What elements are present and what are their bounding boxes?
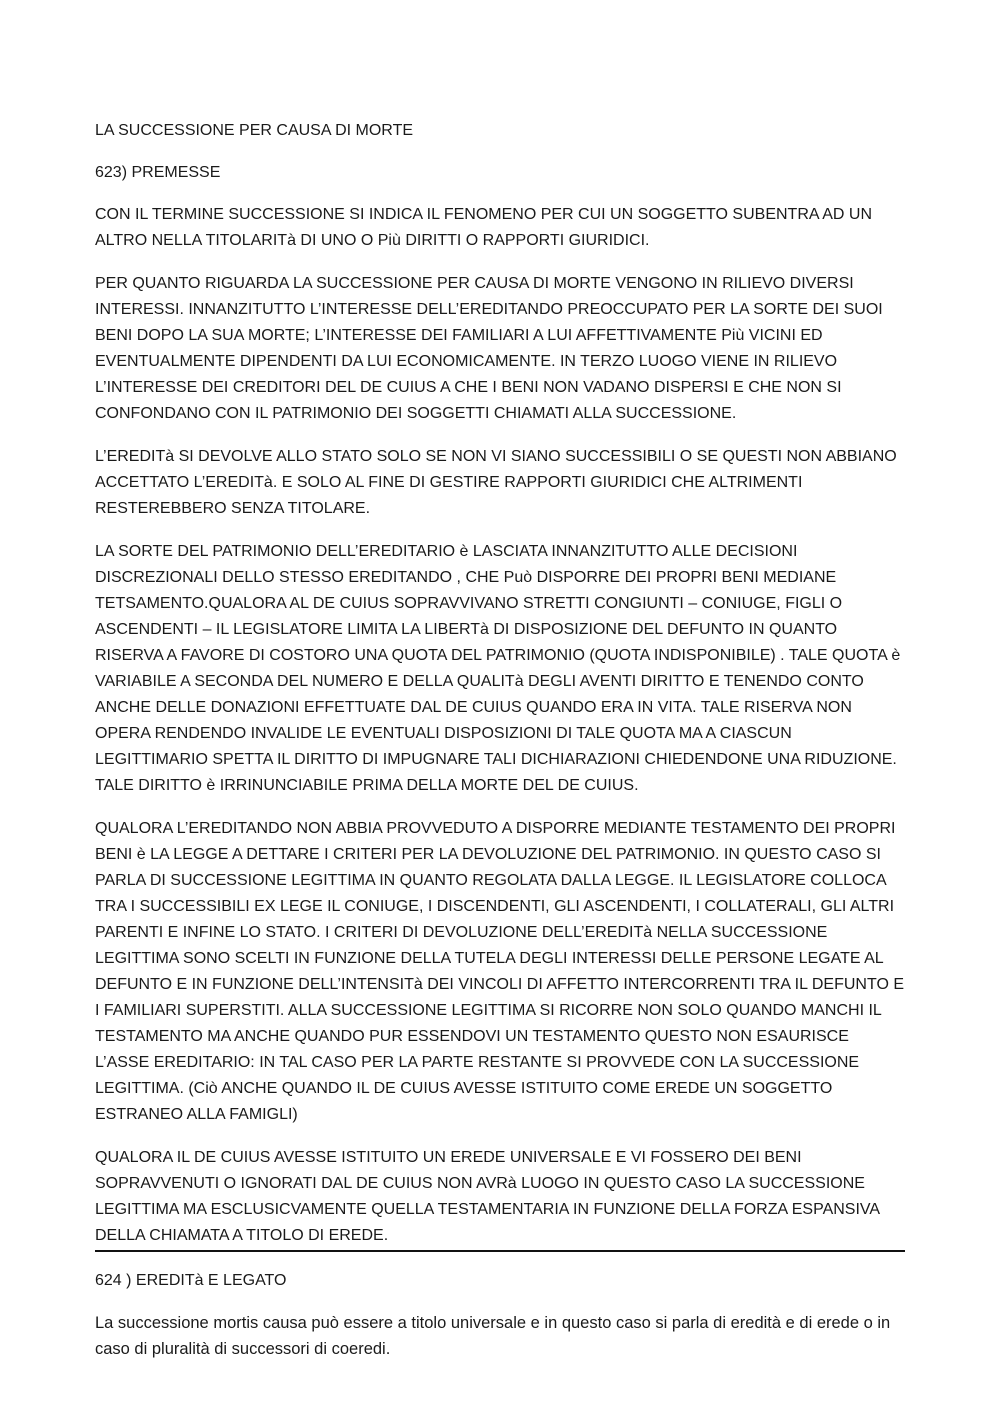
paragraph-successione-mortis-causa: La successione mortis causa può essere a titolo universale e in questo caso si parla di eredità e di erede o in caso di pluralità di successori di coeredi. [95,1314,891,1358]
section-heading-eredita-legato: 624 ) EREDITà E LEGATO [95,1272,287,1289]
document-page [95,118,905,1379]
paragraph-definizione-successione: CON IL TERMINE SUCCESSIONE SI INDICA IL FENOMENO PER CUI UN SOGGETTO SUBENTRA AD UN ALTRO NELLA TITOLARITà DI UNO O Più DIRITTI O RAPPORTI GIURIDICI. [95,206,873,249]
section-heading-premesse: 623) PREMESSE [95,164,221,181]
paragraph-eredita-stato: L’EREDITà SI DEVOLVE ALLO STATO SOLO SE NON VI SIANO SUCCESSIBILI O SE QUESTI NON ABBIANO ACCETTATO L’EREDITà. E SOLO AL FINE DI GESTIRE RAPPORTI GIURIDICI CHE ALTRIMENTI RESTEREBBERO SENZA TITOLARE. [95,448,897,517]
paragraph-erede-universale: QUALORA IL DE CUIUS AVESSE ISTITUITO UN EREDE UNIVERSALE E VI FOSSERO DEI BENI SOPRAVVENUTI O IGNORATI DAL DE CUIUS NON AVRà LUOGO IN QUESTO CASO LA SUCCESSIONE LEGITTIMA MA ESCLUSICVAMENTE QUELLA TESTAMENTARIA IN FUNZIONE DELLA FORZA ESPANSIVA DELLA CHIAMATA A TITOLO DI EREDE. [95,1149,880,1244]
document-title: LA SUCCESSIONE PER CAUSA DI MORTE [95,122,414,139]
paragraph-successione-legittima: QUALORA L’EREDITANDO NON ABBIA PROVVEDUTO A DISPORRE MEDIANTE TESTAMENTO DEI PROPRI BENI è LA LEGGE A DETTARE I CRITERI PER LA DEVOLUZIONE DEL PATRIMONIO. IN QUESTO CASO SI PARLA DI SUCCESSIONE LEGITTIMA IN QUANTO REGOLATA DALLA LEGGE. IL LEGISLATORE COLLOCA TRA I SUCCESSIBILI EX LEGE IL CONIUGE, I DISCENDENTI, GLI ASCENDENTI, I COLLATERALI, GLI ALTRI PARENTI E INFINE LO STATO. I CRITERI DI DEVOLUZIONE DELL’EREDITà NELLA SUCCESSIONE LEGITTIMA SONO SCELTI IN FUNZIONE DELLA TUTELA DEGLI INTERESSI DELLE PERSONE LEGATE AL DEFUNTO E IN FUNZIONE DELL’INTENSITà DEI VINCOLI DI AFFETTO INTERCORRENTI TRA IL DEFUNTO E I FAMILIARI SUPERSTITI. ALLA SUCCESSIONE LEGITTIMA SI RICORRE NON SOLO QUANDO MANCHI IL TESTAMENTO MA ANCHE QUANDO PUR ESSENDOVI UN TESTAMENTO QUESTO NON ESAURISCE L’ASSE EREDITARIO: IN TAL CASO PER LA PARTE RESTANTE SI PROVVEDE CON LA SUCCESSIONE LEGITTIMA. (Ciò ANCHE QUANDO IL DE CUIUS AVESSE ISTITUITO COME EREDE UN SOGGETTO ESTRANEO ALLA FAMIGLI) [95,820,904,1123]
section-divider [95,1250,905,1252]
paragraph-interessi: PER QUANTO RIGUARDA LA SUCCESSIONE PER CAUSA DI MORTE VENGONO IN RILIEVO DIVERSI INTERESSI. INNANZITUTTO L’INTERESSE DELL’EREDITANDO PREOCCUPATO PER LA SORTE DEI SUOI BENI DOPO LA SUA MORTE; L’INTERESSE DEI FAMILIARI A LUI AFFETTIVAMENTE Più VICINI ED EVENTUALMENTE DIPENDENTI DA LUI ECONOMICAMENTE. IN TERZO LUOGO VIENE IN RILIEVO L’INTERESSE DEI CREDITORI DEL DE CUIUS A CHE I BENI NON VADANO DISPERSI E CHE NON SI CONFONDANO CON IL PATRIMONIO DEI SOGGETTI CHIAMATI ALLA SUCCESSIONE. [95,275,883,422]
paragraph-sorte-patrimonio: LA SORTE DEL PATRIMONIO DELL’EREDITARIO è LASCIATA INNANZITUTTO ALLE DECISIONI DISCREZIONALI DELLO STESSO EREDITANDO , CHE Può DISPORRE DEI PROPRI BENI MEDIANE TETSAMENTO.QUALORA AL DE CUIUS SOPRAVVIVANO STRETTI CONGIUNTI – CONIUGE, FIGLI O ASCENDENTI – IL LEGISLATORE LIMITA LA LIBERTà DI DISPOSIZIONE DEL DEFUNTO IN QUANTO RISERVA A FAVORE DI COSTORO UNA QUOTA DEL PATRIMONIO (QUOTA INDISPONIBILE) . TALE QUOTA è VARIABILE A SECONDA DEL NUMERO E DELLA QUALITà DEGLI AVENTI DIRITTO E TENENDO CONTO ANCHE DELLE DONAZIONI EFFETTUATE DAL DE CUIUS QUANDO ERA IN VITA. TALE RISERVA NON OPERA RENDENDO INVALIDE LE EVENTUALI DISPOSIZIONI DI TALE QUOTA MA A CIASCUN LEGITTIMARIO SPETTA IL DIRITTO DI IMPUGNARE TALI DICHIARAZIONI CHIEDENDONE UNA RIDUZIONE. TALE DIRITTO è IRRINUNCIABILE PRIMA DELLA MORTE DEL DE CUIUS. [95,543,901,794]
